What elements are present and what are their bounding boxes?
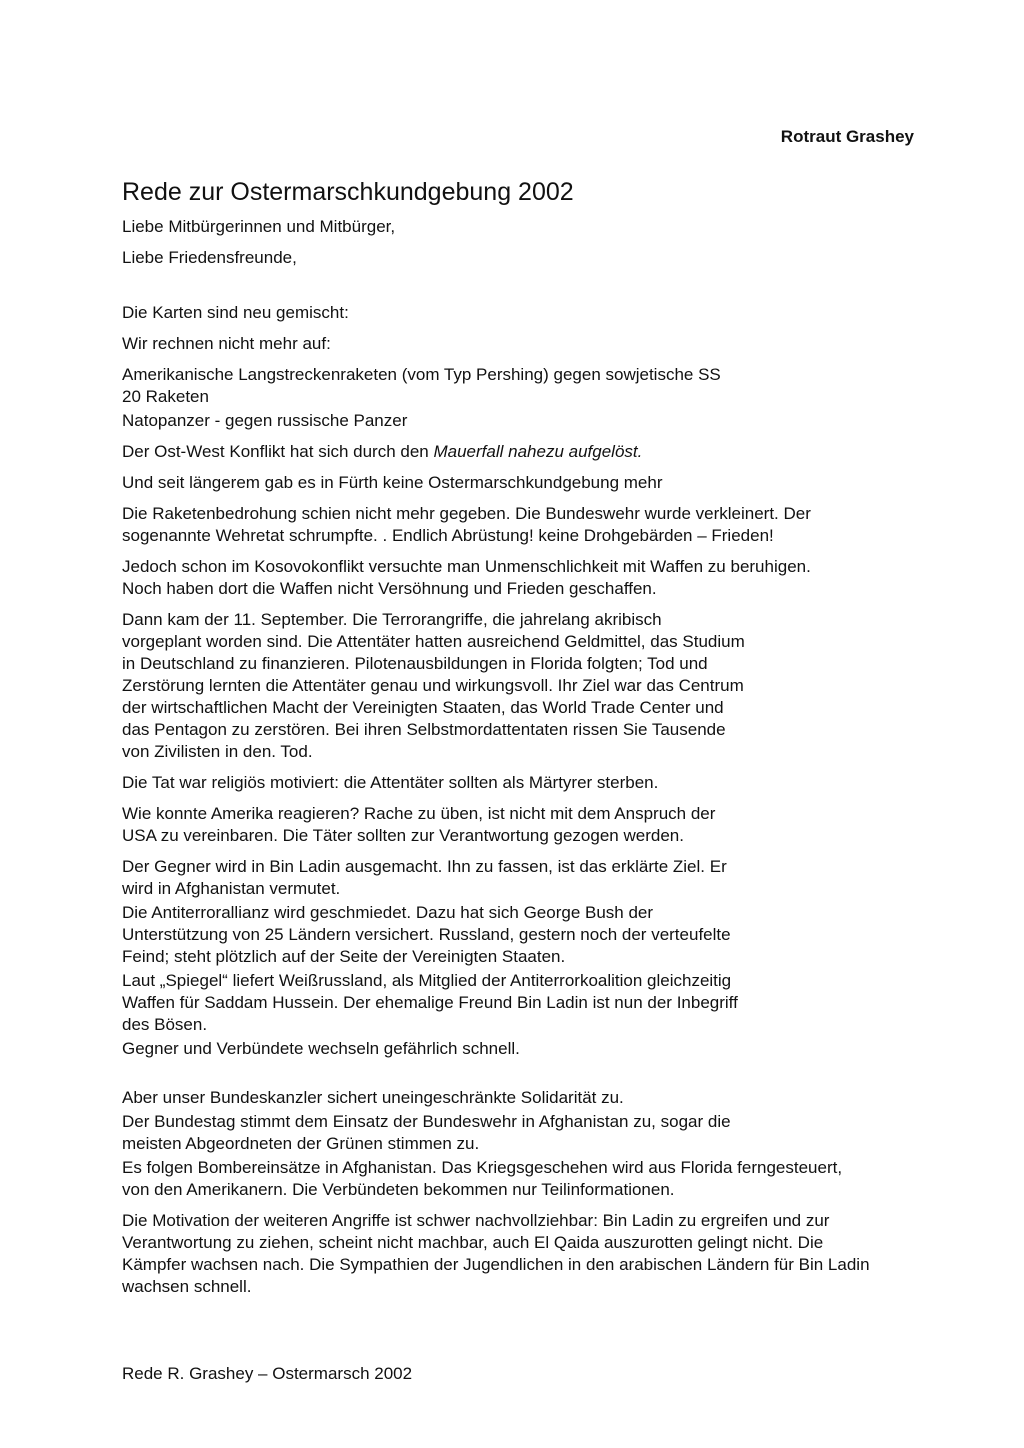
paragraph-kosovo — [122, 556, 962, 600]
text-line: das Pentagon zu zerstören. Bei ihren Selbstmordattentaten rissen Sie Tausende — [122, 720, 726, 739]
text-line: Jedoch schon im Kosovokonflikt versuchte man Unmenschlichkeit mit Waffen zu beruhigen. — [122, 557, 811, 576]
paragraph-september — [122, 609, 962, 763]
text-line: Laut „Spiegel“ liefert Weißrussland, als Mitglied der Antiterrorkoalition gleichzeitig — [122, 971, 732, 990]
text-line: USA zu vereinbaren. Die Täter sollten zur Verantwortung gezogen werden. — [122, 826, 684, 845]
text-line: Die Motivation der weiteren Angriffe ist schwer nachvollziehbar: Bin Ladin zu ergreifen und zur — [122, 1211, 830, 1230]
text-line: Die Antiterrorallianz wird geschmiedet. Dazu hat sich George Bush der — [122, 903, 654, 922]
paragraph-spiegel — [122, 970, 962, 1036]
text-line: Waffen für Saddam Hussein. Der ehemalige Freund Bin Ladin ist nun der Inbegriff — [122, 993, 738, 1012]
paragraph-kanzler: Aber unser Bundeskanzler sichert uneingeschränkte Solidarität zu. — [122, 1088, 624, 1107]
text-line: Dann kam der 11. September. Die Terrorangriffe, die jahrelang akribisch — [122, 610, 662, 629]
paragraph-bedrohung — [122, 503, 962, 547]
konflikt-lead: Der Ost-West Konflikt hat sich durch den — [122, 442, 434, 461]
text-line: meisten Abgeordneten der Grünen stimmen zu. — [122, 1134, 480, 1153]
text-line: Zerstörung lernten die Attentäter genau und wirkungsvoll. Ihr Ziel war das Centrum — [122, 676, 744, 695]
paragraph-karten: Die Karten sind neu gemischt: — [122, 303, 349, 322]
paragraph-panzer: Natopanzer - gegen russische Panzer — [122, 411, 408, 430]
page-title: Rede zur Ostermarschkundgebung 2002 — [122, 178, 574, 206]
text-line: Amerikanische Langstreckenraketen (vom Typ Pershing) gegen sowjetische SS — [122, 365, 721, 384]
text-line: wird in Afghanistan vermutet. — [122, 879, 341, 898]
paragraph-raketen — [122, 364, 962, 408]
text-line: in Deutschland zu finanzieren. Pilotenausbildungen in Florida folgten; Tod und — [122, 654, 708, 673]
text-line: von den Amerikanern. Die Verbündeten bekommen nur Teilinformationen. — [122, 1180, 675, 1199]
text-line: vorgeplant worden sind. Die Attentäter hatten ausreichend Geldmittel, das Studium — [122, 632, 745, 651]
greeting-2: Liebe Friedensfreunde, — [122, 248, 297, 267]
page-footer: Rede R. Grashey – Ostermarsch 2002 — [122, 1364, 413, 1383]
paragraph-wechseln: Gegner und Verbündete wechseln gefährlich schnell. — [122, 1039, 520, 1058]
paragraph-gegner — [122, 856, 962, 900]
text-line: Feind; steht plötzlich auf der Seite der Vereinigten Staaten. — [122, 947, 566, 966]
text-line: Wie konnte Amerika reagieren? Rache zu üben, ist nicht mit dem Anspruch der — [122, 804, 716, 823]
text-line: wachsen schnell. — [122, 1277, 252, 1296]
text-line: 20 Raketen — [122, 387, 209, 406]
text-line: Der Gegner wird in Bin Ladin ausgemacht. Ihn zu fassen, ist das erklärte Ziel. Er — [122, 857, 727, 876]
speech-body — [122, 216, 962, 1307]
text-line: der wirtschaftlichen Macht der Vereinigten Staaten, das World Trade Center und — [122, 698, 724, 717]
paragraph-amerika — [122, 803, 962, 847]
paragraph-tat: Die Tat war religiös motiviert: die Attentäter sollten als Märtyrer sterben. — [122, 773, 659, 792]
text-line: Die Raketenbedrohung schien nicht mehr gegeben. Die Bundeswehr wurde verkleinert. Der — [122, 504, 811, 523]
paragraph-seit: Und seit längerem gab es in Fürth keine Ostermarschkundgebung mehr — [122, 473, 663, 492]
paragraph-allianz — [122, 902, 962, 968]
text-line: Noch haben dort die Waffen nicht Versöhnung und Frieden geschaffen. — [122, 579, 657, 598]
text-line: Der Bundestag stimmt dem Einsatz der Bundeswehr in Afghanistan zu, sogar die — [122, 1112, 731, 1131]
text-line: Es folgen Bombereinsätze in Afghanistan. Das Kriegsgeschehen wird aus Florida ferngesteuert, — [122, 1158, 843, 1177]
author-name: Rotraut Grashey — [780, 127, 914, 146]
paragraph-motivation — [122, 1210, 962, 1298]
paragraph-bundestag — [122, 1111, 962, 1155]
text-line: Verantwortung zu ziehen, scheint nicht machbar, auch El Qaida auszurotten gelingt nicht. Die — [122, 1233, 824, 1252]
paragraph-konflikt — [122, 441, 962, 463]
greeting-1: Liebe Mitbürgerinnen und Mitbürger, — [122, 217, 396, 236]
konflikt-emphasis: Mauerfall nahezu aufgelöst. — [433, 442, 643, 461]
text-line: sogenannte Wehretat schrumpfte. . Endlich Abrüstung! keine Drohgebärden – Frieden! — [122, 526, 774, 545]
text-line: Kämpfer wachsen nach. Die Sympathien der Jugendlichen in den arabischen Ländern für Bin Ladin — [122, 1255, 870, 1274]
text-line: des Bösen. — [122, 1015, 208, 1034]
text-line: Unterstützung von 25 Ländern versichert. Russland, gestern noch der verteufelte — [122, 925, 731, 944]
paragraph-rechnen: Wir rechnen nicht mehr auf: — [122, 334, 331, 353]
text-line: von Zivilisten in den. Tod. — [122, 742, 313, 761]
paragraph-bomben — [122, 1157, 962, 1201]
